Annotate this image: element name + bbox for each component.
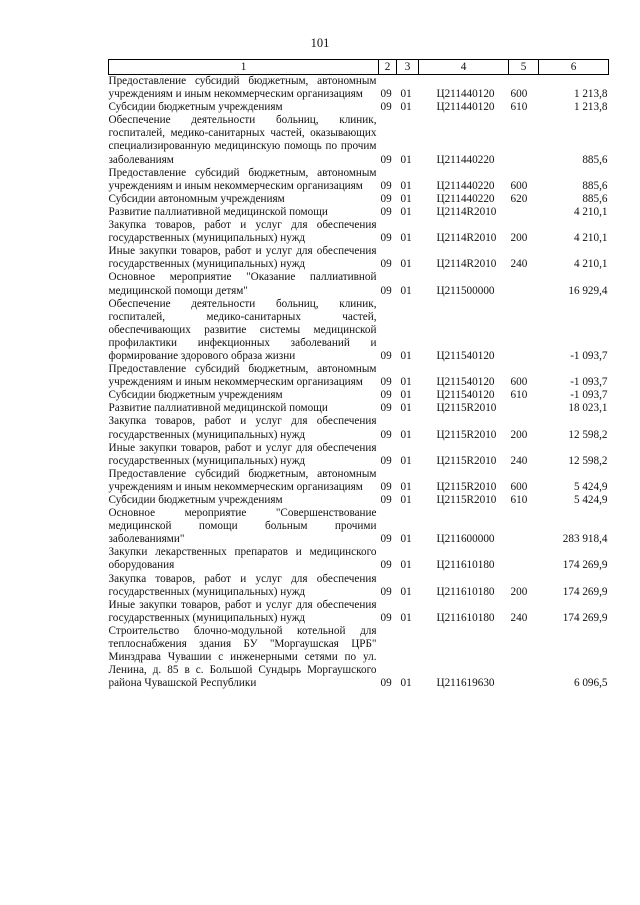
row-subsection: 01 <box>400 389 412 402</box>
table-row <box>109 219 609 245</box>
row-section: 09 <box>380 101 392 114</box>
table-row <box>109 494 609 507</box>
row-section: 09 <box>380 480 392 493</box>
row-subsection: 01 <box>400 205 412 218</box>
row-section: 09 <box>380 454 392 467</box>
row-target-item: Ц2114R2010 <box>436 258 497 271</box>
row-section: 09 <box>380 153 392 166</box>
row-target-item: Ц211440220 <box>436 153 495 166</box>
table-header-row <box>109 60 609 75</box>
table-row <box>109 363 609 389</box>
row-expense-type: 600 <box>510 480 528 493</box>
row-name: Закупка товаров, работ и услуг для обеспечения государственных (муниципальных) нужд <box>108 415 377 441</box>
row-amount: 4 210,1 <box>573 232 608 245</box>
row-expense-type: 600 <box>510 179 528 192</box>
row-target-item: Ц211440220 <box>436 192 495 205</box>
table-row <box>109 625 609 690</box>
row-target-item: Ц211610180 <box>436 611 495 624</box>
row-expense-type <box>509 206 539 219</box>
row-target-item: Ц2115R2010 <box>436 480 497 493</box>
row-section: 09 <box>380 402 392 415</box>
row-amount: 4 210,1 <box>573 205 608 218</box>
row-subsection: 01 <box>400 533 412 546</box>
row-name: Основное мероприятие "Совершенствование медицинской помощи больным прочими заболеваниями" <box>108 507 377 546</box>
table-row <box>109 167 609 193</box>
table-row <box>109 245 609 271</box>
row-section: 09 <box>380 258 392 271</box>
row-expense-type <box>509 298 539 363</box>
row-section: 09 <box>380 494 392 506</box>
row-section: 09 <box>380 559 392 572</box>
row-target-item: Ц2115R2010 <box>436 454 497 467</box>
row-name: Основное мероприятие "Оказание паллиативной медицинской помощи детям" <box>108 271 377 297</box>
row-section: 09 <box>380 205 392 218</box>
row-section: 09 <box>380 88 392 101</box>
row-section: 09 <box>380 349 392 362</box>
row-expense-type <box>509 114 539 166</box>
row-amount: 16 929,4 <box>568 284 608 297</box>
row-target-item: Ц2115R2010 <box>436 428 497 441</box>
row-amount: -1 093,7 <box>570 376 608 389</box>
row-section: 09 <box>380 232 392 245</box>
row-expense-type: 240 <box>510 258 528 271</box>
row-name: Развитие паллиативной медицинской помощи <box>108 205 328 218</box>
row-target-item: Ц211540120 <box>436 376 495 389</box>
table-row <box>109 402 609 415</box>
table-row <box>109 101 609 114</box>
row-target-item: Ц2115R2010 <box>436 494 497 506</box>
column-header-expense-type: 5 <box>509 60 539 75</box>
row-name: Субсидии автономным учреждениям <box>108 192 285 205</box>
row-subsection: 01 <box>400 192 412 205</box>
row-expense-type: 200 <box>510 585 528 598</box>
row-amount: 885,6 <box>582 179 608 192</box>
column-header-name: 1 <box>109 60 379 75</box>
row-name: Предоставление субсидий бюджетным, автономным учреждениям и иным некоммерческим организациям <box>108 467 377 493</box>
row-subsection: 01 <box>400 611 412 624</box>
table-row <box>109 507 609 546</box>
row-name: Предоставление субсидий бюджетным, автономным учреждениям и иным некоммерческим организациям <box>108 166 377 192</box>
row-amount: 1 213,8 <box>573 88 608 101</box>
row-name: Закупка товаров, работ и услуг для обеспечения государственных (муниципальных) нужд <box>108 572 377 598</box>
row-name: Развитие паллиативной медицинской помощи <box>108 402 328 415</box>
row-expense-type <box>509 507 539 546</box>
row-section: 09 <box>380 533 392 546</box>
table-row <box>109 546 609 572</box>
row-subsection: 01 <box>400 284 412 297</box>
row-section: 09 <box>380 428 392 441</box>
row-name: Обеспечение деятельности больниц, клиник, госпиталей, медико-санитарных частей, обеспечивающих развитие системы медицинской профилактики инфекционных заболеваний и формирование здорового образа жизни <box>108 297 377 362</box>
table-row <box>109 75 609 102</box>
page-number: 101 <box>310 36 330 50</box>
budget-table <box>108 59 609 690</box>
table-row <box>109 389 609 402</box>
table-row <box>109 193 609 206</box>
row-expense-type: 200 <box>510 428 528 441</box>
row-name: Иные закупки товаров, работ и услуг для обеспечения государственных (муниципальных) нужд <box>108 441 377 467</box>
row-subsection: 01 <box>400 494 412 506</box>
row-target-item: Ц2114R2010 <box>436 205 497 218</box>
row-amount: 4 210,1 <box>573 258 608 271</box>
row-amount: 885,6 <box>582 192 608 205</box>
row-section: 09 <box>380 179 392 192</box>
row-section: 09 <box>380 389 392 402</box>
row-expense-type: 600 <box>510 376 528 389</box>
row-subsection: 01 <box>400 88 412 101</box>
row-subsection: 01 <box>400 559 412 572</box>
row-name: Предоставление субсидий бюджетным, автономным учреждениям и иным некоммерческим организациям <box>108 363 377 389</box>
row-target-item: Ц211500000 <box>436 284 495 297</box>
row-subsection: 01 <box>400 402 412 415</box>
row-name: Иные закупки товаров, работ и услуг для обеспечения государственных (муниципальных) нужд <box>108 245 377 271</box>
row-section: 09 <box>380 192 392 205</box>
row-expense-type: 610 <box>510 494 528 506</box>
row-subsection: 01 <box>400 349 412 362</box>
column-header-section: 2 <box>379 60 397 75</box>
table-row <box>109 206 609 219</box>
table-row <box>109 415 609 441</box>
row-target-item: Ц211600000 <box>436 533 495 546</box>
row-section: 09 <box>380 284 392 297</box>
row-section: 09 <box>380 677 392 690</box>
row-amount: -1 093,7 <box>570 349 608 362</box>
row-name: Закупка товаров, работ и услуг для обеспечения государственных (муниципальных) нужд <box>108 219 377 245</box>
row-subsection: 01 <box>400 153 412 166</box>
row-amount: 12 598,2 <box>568 454 608 467</box>
row-subsection: 01 <box>400 677 412 690</box>
row-target-item: Ц2115R2010 <box>436 402 497 415</box>
row-subsection: 01 <box>400 179 412 192</box>
row-section: 09 <box>380 611 392 624</box>
row-target-item: Ц211610180 <box>436 585 495 598</box>
row-expense-type <box>509 402 539 415</box>
row-expense-type <box>509 546 539 572</box>
column-header-subsection: 3 <box>397 60 419 75</box>
table-row <box>109 298 609 363</box>
row-expense-type: 620 <box>510 192 528 205</box>
row-expense-type: 240 <box>510 454 528 467</box>
row-amount: 174 269,9 <box>562 585 608 598</box>
row-amount: 174 269,9 <box>562 611 608 624</box>
row-expense-type: 610 <box>510 389 528 402</box>
row-subsection: 01 <box>400 480 412 493</box>
row-amount: 6 096,5 <box>573 677 608 690</box>
row-expense-type: 240 <box>510 611 528 624</box>
row-name: Предоставление субсидий бюджетным, автономным учреждениям и иным некоммерческим организациям <box>108 75 377 101</box>
column-header-target-item: 4 <box>419 60 509 75</box>
row-amount: 174 269,9 <box>562 559 608 572</box>
column-header-amount: 6 <box>539 60 609 75</box>
row-section: 09 <box>380 376 392 389</box>
table-row <box>109 442 609 468</box>
row-name: Строительство блочно-модульной котельной для теплоснабжения здания БУ "Моргаушская ЦРБ" Минздрава Чувашии с инженерными сетями по ул. Ленина, д. 85 в с. Большой Сундырь Моргаушского района Чувашской Республики <box>108 624 377 690</box>
row-amount: 5 424,9 <box>573 494 608 506</box>
row-amount: 12 598,2 <box>568 428 608 441</box>
row-target-item: Ц211619630 <box>436 677 495 690</box>
row-amount: 18 023,1 <box>568 402 608 415</box>
row-subsection: 01 <box>400 376 412 389</box>
row-name: Субсидии бюджетным учреждениям <box>108 494 283 506</box>
row-name: Субсидии бюджетным учреждениям <box>108 389 283 402</box>
row-target-item: Ц211440220 <box>436 179 495 192</box>
row-amount: 283 918,4 <box>562 533 608 546</box>
row-subsection: 01 <box>400 258 412 271</box>
row-expense-type: 610 <box>510 101 528 114</box>
row-target-item: Ц211440120 <box>436 88 495 101</box>
row-amount: -1 093,7 <box>570 389 608 402</box>
row-amount: 885,6 <box>582 153 608 166</box>
row-target-item: Ц2114R2010 <box>436 232 497 245</box>
row-target-item: Ц211540120 <box>436 349 495 362</box>
row-expense-type: 600 <box>510 88 528 101</box>
row-subsection: 01 <box>400 101 412 114</box>
row-expense-type: 200 <box>510 232 528 245</box>
table-row <box>109 468 609 494</box>
row-target-item: Ц211440120 <box>436 101 495 114</box>
row-amount: 1 213,8 <box>573 101 608 114</box>
table-row <box>109 271 609 297</box>
row-name: Иные закупки товаров, работ и услуг для обеспечения государственных (муниципальных) нужд <box>108 598 377 624</box>
row-subsection: 01 <box>400 428 412 441</box>
row-name: Субсидии бюджетным учреждениям <box>108 101 283 114</box>
row-target-item: Ц211540120 <box>436 389 495 402</box>
row-section: 09 <box>380 585 392 598</box>
row-expense-type <box>509 625 539 690</box>
row-target-item: Ц211610180 <box>436 559 495 572</box>
row-expense-type <box>509 271 539 297</box>
row-name: Обеспечение деятельности больниц, клиник, госпиталей, медико-санитарных частей, оказывающих специализированную медицинскую помощь по прочим заболеваниям <box>108 114 377 166</box>
row-subsection: 01 <box>400 454 412 467</box>
row-subsection: 01 <box>400 585 412 598</box>
row-amount: 5 424,9 <box>573 480 608 493</box>
table-row <box>109 599 609 625</box>
row-subsection: 01 <box>400 232 412 245</box>
table-row <box>109 114 609 166</box>
table-row <box>109 573 609 599</box>
row-name: Закупки лекарственных препаратов и медицинского оборудования <box>108 546 377 572</box>
